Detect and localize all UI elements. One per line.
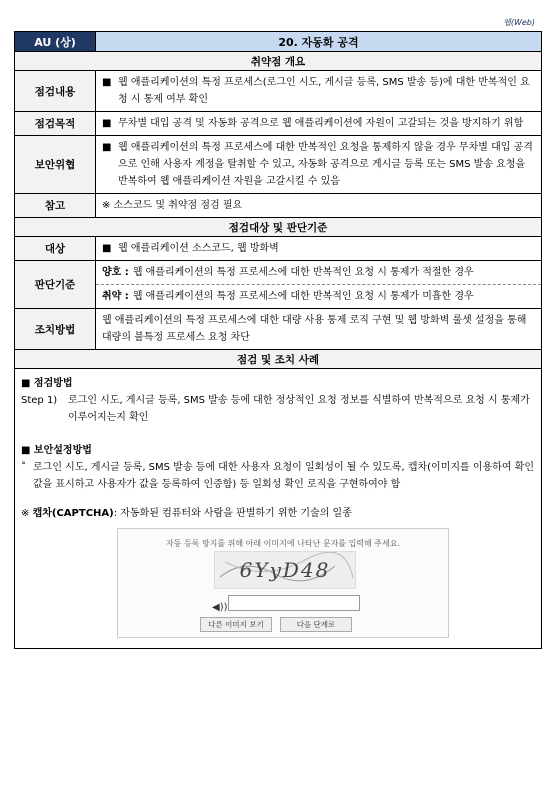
- content-judgement: [96, 261, 541, 308]
- setting-title: ■ 보안설정방법: [21, 445, 92, 456]
- captcha-image: [214, 551, 356, 589]
- row-case: [15, 368, 541, 648]
- header-row: [15, 32, 541, 51]
- captcha-text: 6YyD48: [239, 557, 331, 582]
- row-check-content: [15, 70, 541, 111]
- bad-key: 취약 :: [102, 291, 129, 302]
- setting-mark: ˚: [21, 462, 26, 473]
- step-key: Step 1): [21, 395, 58, 406]
- text-target: 웹 애플리케이션 소스코드, 웹 방화벽: [118, 243, 279, 254]
- row-judgement: [15, 260, 541, 308]
- method-title: ■ 점검방법: [21, 378, 73, 389]
- bullet-mark: ■: [102, 77, 112, 88]
- label-target: 대상: [15, 237, 96, 260]
- item-code: AU (상): [15, 32, 96, 51]
- other-image-button[interactable]: 다른 이미지 보기: [200, 617, 272, 632]
- text-check-content: 웹 애플리케이션의 특정 프로세스(로그인 시도, 게시글 등록, SMS 발송 등)에 대한 반복적인 요청 시 통제 여부 확인: [118, 77, 530, 105]
- label-security-threat: 보안위협: [15, 136, 96, 193]
- bullet-mark: ■: [102, 118, 112, 129]
- setting-item: [21, 459, 535, 493]
- label-check-purpose: 점검목적: [15, 112, 96, 135]
- label-action: 조치방법: [15, 309, 96, 349]
- row-target: [15, 236, 541, 260]
- checklist-table: [14, 31, 542, 649]
- row-security-threat: [15, 135, 541, 193]
- section-target: 점검대상 및 판단기준: [15, 217, 541, 236]
- captcha-note-key: 캡차(CAPTCHA): [32, 508, 114, 519]
- step-text: 로그인 시도, 게시글 등록, SMS 발송 등에 대한 정상적인 요청 정보를 식별하여 반복적으로 요청 시 통제가 이루어지는지 확인: [68, 395, 530, 423]
- text-check-purpose: 무차별 대입 공격 및 자동화 공격으로 웹 애플리케이션에 자원이 고갈되는 것을 방지하기 위함: [118, 118, 524, 129]
- label-reference: 참고: [15, 194, 96, 217]
- section-case: 점검 및 조치 사례: [15, 349, 541, 368]
- content-check-purpose: [96, 112, 541, 135]
- judgement-good: [96, 261, 541, 284]
- speaker-icon[interactable]: ◀)): [212, 602, 228, 613]
- row-check-purpose: [15, 111, 541, 135]
- bullet-mark: ■: [102, 243, 112, 254]
- section-overview: 취약점 개요: [15, 51, 541, 70]
- row-reference: [15, 193, 541, 217]
- captcha-note-text: : 자동화된 컴퓨터와 사람을 판별하기 위한 기술의 일종: [113, 508, 352, 519]
- bullet-mark: ■: [102, 142, 112, 153]
- label-check-content: 점검내용: [15, 71, 96, 111]
- text-action: 웹 애플리케이션의 특정 프로세스에 대한 대량 사용 통제 로직 구현 및 웹 방화벽 룰셋 설정을 통해 대량의 불특정 프로세스 요청 차단: [102, 315, 527, 343]
- item-title: 20. 자동화 공격: [96, 32, 541, 51]
- content-security-threat: [96, 136, 541, 193]
- captcha-input[interactable]: [228, 595, 360, 611]
- captcha-widget-image: [117, 528, 449, 638]
- content-check-content: [96, 71, 541, 111]
- captcha-note-mark: ※: [21, 508, 30, 519]
- next-step-button[interactable]: 다음 단계로: [280, 617, 352, 632]
- case-content: [15, 369, 541, 648]
- top-caption: 웹(Web): [503, 18, 535, 27]
- setting-text: 로그인 시도, 게시글 등록, SMS 발송 등에 대한 사용자 요청이 일회성이 될 수 있도록, 캡차(이미지를 이용하여 확인 값을 표시하고 사용자가 값을 등록하여 인증함) 등 일회성 확인 로직을 구현하여야 함: [33, 462, 534, 490]
- judgement-bad: [96, 284, 541, 308]
- step-1: [21, 392, 535, 426]
- content-target: [96, 237, 541, 260]
- text-reference: ※ 소스코드 및 취약점 점검 필요: [102, 200, 243, 211]
- row-action: [15, 308, 541, 349]
- label-judgement: 판단기준: [15, 261, 96, 308]
- bad-text: 웹 애플리케이션의 특정 프로세스에 대한 반복적인 요청 시 통제가 미흡한 경우: [132, 291, 474, 302]
- captcha-instruction: 자동 등록 방지를 위해 아래 이미지에 나타난 문자를 입력해 주세요.: [165, 539, 401, 548]
- text-security-threat: 웹 애플리케이션의 특정 프로세스에 대한 반복적인 요청을 통제하지 않을 경우 무차별 대입 공격으로 인해 사용자 계정을 탈취할 수 있고, 자동화 공격으로 게시글 등록 또는 SMS 발송 요청을 반복하여 웹 애플리케이션 자원을 고갈시킬 수 있음: [118, 142, 533, 187]
- good-text: 웹 애플리케이션의 특정 프로세스에 대한 반복적인 요청 시 통제가 적절한 경우: [132, 267, 474, 278]
- captcha-note: [21, 505, 535, 522]
- good-key: 양호 :: [102, 267, 129, 278]
